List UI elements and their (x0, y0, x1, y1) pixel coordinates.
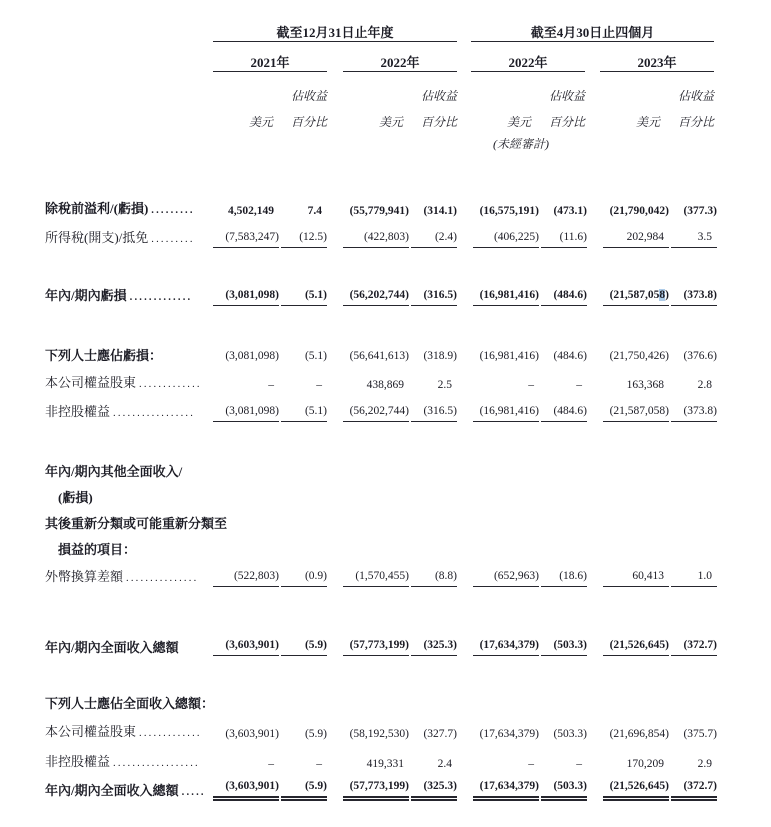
table-row (45, 686, 771, 712)
value-cell: (3,081,098) (225, 350, 279, 362)
value-cell: 2.5 (437, 379, 452, 391)
percentage-header: 百分比 (677, 115, 714, 129)
value-cell: (503.3) (541, 779, 587, 801)
row-label: 除稅前溢利/(虧損) ......... (45, 201, 195, 216)
value-cell: (5.1) (304, 350, 327, 362)
value-cell: 2.4 (437, 758, 452, 770)
value-cell: (5.9) (304, 728, 327, 740)
value-cell: (484.6) (541, 404, 587, 422)
value-cell: – (268, 379, 274, 391)
value-cell: (373.8) (671, 288, 717, 306)
table-row (45, 506, 771, 532)
dot-leader: ............... (126, 573, 199, 584)
pct-of-revenue-header: 佔收益 (548, 89, 585, 103)
dot-leader: ......... (151, 234, 195, 245)
row-label: 非控股權益 ................. (45, 404, 196, 419)
row-label: 年內/期內其他全面收入/ (45, 464, 183, 479)
value-cell: (21,587,058) (603, 404, 669, 422)
subcolumn-headers-bottom (213, 104, 771, 130)
year-column-headers (213, 45, 771, 72)
value-cell: (11.6) (541, 230, 587, 248)
value-cell: 2.9 (697, 758, 712, 770)
table-row (45, 712, 771, 742)
value-cell: (484.6) (553, 350, 587, 362)
value-cell: (325.3) (411, 638, 457, 656)
value-cell: – (528, 379, 534, 391)
value-cell: 170,209 (626, 758, 664, 770)
value-cell: (0.9) (281, 569, 327, 587)
table-row (45, 742, 771, 772)
subcolumn-pair (213, 104, 327, 130)
row-label: 下列人士應佔虧損： (45, 348, 163, 363)
value-cell: (422,803) (343, 230, 409, 248)
table-row (45, 772, 771, 801)
year-header-2022-4m: 2022年 (471, 45, 585, 72)
value-cell: (522,803) (213, 569, 279, 587)
row-label: 其後重新分類或可能重新分類至 (45, 516, 228, 531)
period-group-year-ended (213, 14, 457, 42)
value-cell: (21,526,645) (603, 779, 669, 801)
value-cell: 1.0 (671, 569, 717, 587)
table-row (45, 364, 771, 393)
value-cell: (16,575,191) (479, 205, 539, 217)
pct-of-revenue-header: 佔收益 (290, 89, 327, 103)
value-cell: – (576, 379, 582, 391)
value-cell: (17,634,379) (473, 638, 539, 656)
value-cell: (484.6) (541, 288, 587, 306)
value-cell: (377.3) (683, 205, 717, 217)
table-row (45, 335, 771, 364)
usd-header: 美元 (635, 115, 660, 129)
value-cell: (21,587,058) (603, 288, 669, 306)
value-cell: (372.7) (671, 638, 717, 656)
value-cell: (5.1) (281, 404, 327, 422)
value-cell: 4,502,149 (228, 205, 274, 217)
value-cell: (3,081,098) (213, 288, 279, 306)
value-cell: (21,526,645) (603, 638, 669, 656)
value-cell: (652,963) (473, 569, 539, 587)
value-cell: (316.5) (411, 404, 457, 422)
value-cell: (406,225) (473, 230, 539, 248)
value-cell: (17,634,379) (479, 728, 539, 740)
value-cell: 7.4 (307, 205, 322, 217)
value-cell: (503.3) (541, 638, 587, 656)
row-label: (虧損) (58, 490, 93, 505)
table-row (45, 532, 771, 558)
row-label: 損益的項目： (58, 542, 137, 557)
value-cell: (57,773,199) (343, 779, 409, 801)
table-row (45, 480, 771, 506)
dot-leader: ......... (151, 205, 195, 216)
value-cell: (376.6) (683, 350, 717, 362)
value-cell: (3,603,901) (213, 638, 279, 656)
value-cell: (2.4) (411, 230, 457, 248)
value-cell: 2.8 (697, 379, 712, 391)
value-cell: (473.1) (553, 205, 587, 217)
row-label: 年內/期內全面收入總額 ..... (45, 783, 206, 798)
usd-header: 美元 (378, 115, 403, 129)
value-cell: (8.8) (411, 569, 457, 587)
value-cell: 3.5 (671, 230, 717, 248)
value-cell: (56,202,744) (343, 404, 409, 422)
percentage-header: 百分比 (290, 115, 327, 129)
subcolumn-headers-top (213, 80, 771, 104)
value-cell: 202,984 (603, 230, 669, 248)
value-cell: (372.7) (671, 779, 717, 801)
subcolumn-pair (600, 104, 714, 130)
row-label: 本公司權益股東 ............. (45, 375, 202, 390)
value-cell: (373.8) (671, 404, 717, 422)
value-cell: (56,202,744) (343, 288, 409, 306)
row-label: 非控股權益 .................. (45, 754, 200, 769)
subcolumn-pair (343, 104, 457, 130)
value-cell: 60,413 (603, 569, 669, 587)
value-cell: (21,790,042) (609, 205, 669, 217)
value-cell: (16,981,416) (473, 288, 539, 306)
selection-highlight: 8 (659, 289, 666, 301)
table-row (45, 454, 771, 480)
row-label: 外幣換算差額 ............... (45, 569, 199, 584)
value-cell: – (268, 758, 274, 770)
value-cell: (18.6) (541, 569, 587, 587)
value-cell: – (316, 758, 322, 770)
value-cell: 438,869 (366, 379, 404, 391)
value-cell: (17,634,379) (473, 779, 539, 801)
period-group-four-months (471, 14, 714, 42)
dot-leader: .................. (113, 758, 200, 769)
value-cell: (58,192,530) (349, 728, 409, 740)
usd-header: 美元 (506, 115, 531, 129)
period-group-title: 截至4月30日止四個月 (530, 25, 655, 40)
value-cell: 419,331 (366, 758, 404, 770)
row-label: 本公司權益股東 ............. (45, 724, 202, 739)
pct-of-revenue-header: 佔收益 (677, 89, 714, 103)
row-label: 年內/期內虧損 ............. (45, 288, 193, 303)
table-row (45, 277, 771, 306)
dot-leader: ..... (181, 787, 206, 798)
value-cell: (375.7) (683, 728, 717, 740)
table-row (45, 190, 771, 219)
value-cell: (3,603,901) (225, 728, 279, 740)
value-cell: – (576, 758, 582, 770)
value-cell: (3,603,901) (213, 779, 279, 801)
value-cell: (327.7) (423, 728, 457, 740)
dot-leader: ............. (139, 379, 202, 390)
value-cell: (16,981,416) (473, 404, 539, 422)
dot-leader: ............. (139, 728, 202, 739)
percentage-header: 百分比 (548, 115, 585, 129)
subcolumn-pair (471, 104, 585, 130)
table-body (45, 190, 771, 801)
value-cell: (12.5) (281, 230, 327, 248)
value-cell: – (528, 758, 534, 770)
value-cell: (318.9) (423, 350, 457, 362)
value-cell: 163,368 (626, 379, 664, 391)
year-header-2022: 2022年 (343, 45, 457, 72)
value-cell: (56,641,613) (349, 350, 409, 362)
period-group-headers (213, 14, 771, 42)
dot-leader: ................. (113, 408, 196, 419)
value-cell: – (316, 379, 322, 391)
value-cell: (5.9) (281, 638, 327, 656)
row-label: 所得稅(開支)/抵免 ......... (45, 230, 195, 245)
value-cell: (3,081,098) (213, 404, 279, 422)
unaudited-note: (未經審計) (493, 137, 549, 151)
value-cell: (316.5) (411, 288, 457, 306)
value-cell: (21,750,426) (609, 350, 669, 362)
value-cell: (5.1) (281, 288, 327, 306)
row-label: 年內/期內全面收入總額 (45, 640, 179, 655)
value-cell: (55,779,941) (349, 205, 409, 217)
year-header-2023: 2023年 (600, 45, 714, 72)
value-cell: (21,696,854) (609, 728, 669, 740)
value-cell: (57,773,199) (343, 638, 409, 656)
row-label: 下列人士應佔全面收入總額： (45, 696, 215, 711)
value-cell: (5.9) (281, 779, 327, 801)
table-row (45, 558, 771, 587)
value-cell: (325.3) (411, 779, 457, 801)
value-cell: (314.1) (423, 205, 457, 217)
table-row (45, 219, 771, 248)
pct-of-revenue-header: 佔收益 (420, 89, 457, 103)
usd-header: 美元 (248, 115, 273, 129)
year-header-2021: 2021年 (213, 45, 327, 72)
percentage-header: 百分比 (420, 115, 457, 129)
period-group-title: 截至12月31日止年度 (276, 25, 394, 40)
value-cell: (1,570,455) (343, 569, 409, 587)
table-row (45, 627, 771, 656)
value-cell: (16,981,416) (479, 350, 539, 362)
table-row (45, 393, 771, 422)
value-cell: (503.3) (553, 728, 587, 740)
dot-leader: ............. (129, 292, 193, 303)
value-cell: (7,583,247) (213, 230, 279, 248)
